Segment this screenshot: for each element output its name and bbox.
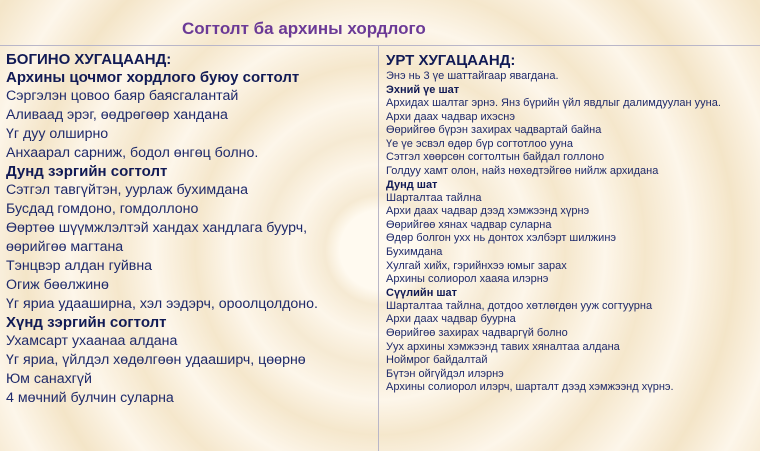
divider-vertical xyxy=(378,45,379,451)
list-item: Сэргэлэн цовоо баяр баясгалантай xyxy=(6,88,239,104)
list-item: Архины солиорол илэрч, шарталт дээд хэмжээнд хүрнэ. xyxy=(386,381,674,394)
list-item: Хулгай хийх, гэрийнхээ юмыг зарах xyxy=(386,259,567,272)
list-item: Архи даах чадвар буурна xyxy=(386,313,516,326)
list-item: Бүтэн ойгүйдэл илэрнэ xyxy=(386,367,504,380)
section-title-final-stage: Сүүлийн шат xyxy=(386,286,458,299)
short-term-heading: БОГИНО ХУГАЦААНД: xyxy=(6,51,172,68)
list-item: Архи даах чадвар дээд хэмжээнд хүрнэ xyxy=(386,205,590,218)
list-item: Шарталтаа тайлна xyxy=(386,191,482,204)
long-term-intro: Энэ нь 3 үе шаттайгаар явагдана. xyxy=(386,70,559,82)
list-item: Өөртөө шүүмжлэлтэй хандах хандлага буурч, xyxy=(6,220,308,236)
list-item: Бухимдана xyxy=(386,245,443,258)
list-item: Бусдад гомдоно, гомдоллоно xyxy=(6,201,199,217)
list-item: Өөрийгөө хянах чадвар суларна xyxy=(386,218,552,231)
list-item: Уух архины хэмжээнд тавих хяналтаа алдана xyxy=(386,340,620,353)
list-item: Өөрийгөө захирах чадваргүй болно xyxy=(386,326,568,339)
list-item: Ноймрог байдалтай xyxy=(386,354,488,367)
list-item: Юм санахгүй xyxy=(6,371,92,387)
list-item: Голдуу хамт олон, найз нөхөдтэйгөө нийлж архидана xyxy=(386,164,659,177)
list-item: Тэнцвэр алдан гуйвна xyxy=(6,258,153,274)
list-item: Үе үе эсвэл өдөр бүр согтотлоо ууна xyxy=(386,137,573,150)
list-item: Сэтгэл тавгүйтэн, уурлаж бухимдана xyxy=(6,182,249,198)
list-item: Үг яриа, үйлдэл хөдөлгөөн удааширч, цөөрнө xyxy=(6,352,306,368)
list-item: Өөрийгөө бүрэн захирах чадвартай байна xyxy=(386,124,602,137)
list-item: 4 мөчний булчин суларна xyxy=(6,390,174,406)
list-item: Шарталтаа тайлна, дотдоо хөтлөгдөн ууж согтуурна xyxy=(386,299,653,312)
section-title-middle-stage: Дунд шат xyxy=(386,178,438,191)
list-item: Өдөр болгон ухх нь донтох хэлбэрт шилжинэ xyxy=(386,232,617,245)
divider-horizontal xyxy=(0,45,760,46)
list-item: Архи даах чадвар ихэснэ xyxy=(386,110,515,123)
list-item: Сэтгэл хөөрсөн согтолтын байдал голлоно xyxy=(386,151,605,164)
list-item: Аливаад эрэг, өөдрөгөөр хандана xyxy=(6,107,228,123)
list-item: өөрийгөө магтана xyxy=(6,239,124,255)
list-item: Үг яриа удааширна, хэл ээдэрч, ороолцолдоно. xyxy=(6,296,318,312)
long-term-column xyxy=(386,52,758,395)
list-item: Анхаарал сарниж, бодол өнгөц болно. xyxy=(6,145,259,161)
list-item: Архины солиорол хааяа илэрнэ xyxy=(386,273,549,286)
list-item: Огиж бөөлжинө xyxy=(6,277,109,293)
short-term-column xyxy=(6,51,374,408)
section-title-moderate: Дунд зэргийн согтолт xyxy=(6,163,168,180)
section-title-acute: Архины цочмог хордлого буюу согтолт xyxy=(6,69,300,86)
slide-title: Согтолт ба архины хордлого xyxy=(182,19,426,38)
list-item: Архидах шалтаг эрнэ. Янз бүрийн үйл явдлыг далимдуулан ууна. xyxy=(386,97,721,109)
list-item: Үг дуу олширно xyxy=(6,126,109,142)
section-title-first-stage: Эхний үе шат xyxy=(386,84,460,96)
section-title-severe: Хүнд зэргийн согтолт xyxy=(6,314,167,331)
list-item: Ухамсарт ухаанаа алдана xyxy=(6,333,178,349)
long-term-heading: УРТ ХУГАЦААНД: xyxy=(386,52,516,69)
